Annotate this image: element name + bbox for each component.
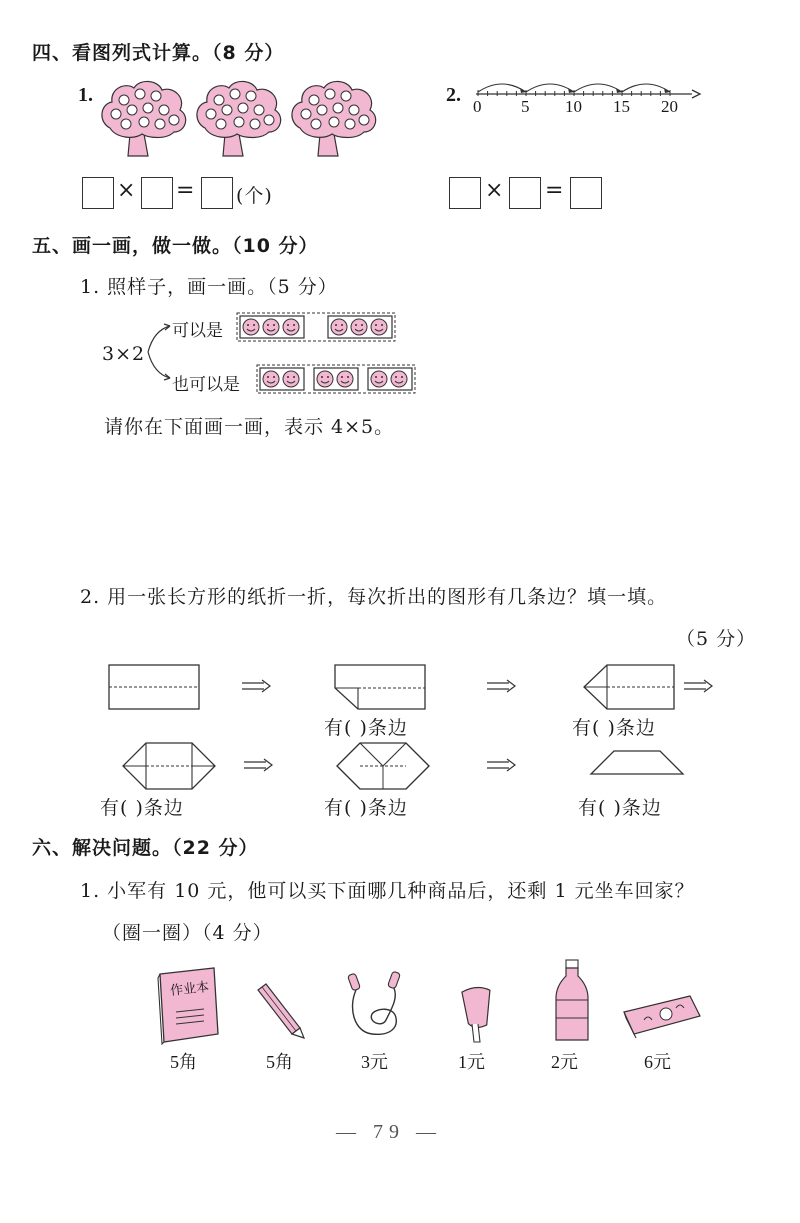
equals-sign: = bbox=[176, 178, 195, 203]
arrow-right-icon bbox=[487, 679, 517, 693]
arrow-right-icon bbox=[684, 679, 714, 693]
paper-fold-5 bbox=[590, 750, 684, 776]
edge-count-blank[interactable]: 有( )条边 bbox=[578, 797, 662, 819]
q5-2-prompt: 2. 用一张长方形的纸折一折，每次折出的图形有几条边？填一填。 bbox=[80, 586, 668, 608]
price-label: 1元 bbox=[458, 1052, 485, 1072]
arrow-right-icon bbox=[244, 758, 274, 772]
price-label: 5角 bbox=[170, 1052, 197, 1072]
pencil-case-icon bbox=[618, 992, 704, 1040]
option-a-label: 可以是 bbox=[172, 321, 223, 341]
arrow-right-icon bbox=[242, 679, 272, 693]
tick-label: 10 bbox=[565, 97, 582, 116]
edge-count-blank[interactable]: 有( )条边 bbox=[100, 797, 184, 819]
q6-1-instruction: （圈一圈）（4 分） bbox=[102, 922, 273, 944]
grouping-example-a bbox=[236, 312, 396, 342]
tick-label: 0 bbox=[473, 97, 482, 116]
paper-rectangle bbox=[108, 664, 200, 710]
answer-box[interactable] bbox=[449, 177, 481, 209]
page-number: — 79 — bbox=[336, 1121, 442, 1143]
section5-title: 五、画一画，做一做。（10 分） bbox=[32, 235, 319, 257]
branch-arrows bbox=[146, 320, 172, 384]
times-sign: × bbox=[117, 178, 136, 203]
price-label: 3元 bbox=[361, 1052, 388, 1072]
q5-2-score: （5 分） bbox=[676, 628, 757, 650]
paper-fold-1 bbox=[334, 664, 426, 710]
notebook-label: 作业本 bbox=[169, 979, 210, 999]
answer-box[interactable] bbox=[201, 177, 233, 209]
arrow-right-icon bbox=[487, 758, 517, 772]
q1-label: 1. bbox=[78, 84, 93, 106]
answer-box[interactable] bbox=[141, 177, 173, 209]
paper-fold-3 bbox=[122, 742, 216, 790]
paper-fold-4 bbox=[336, 742, 430, 790]
section6-title: 六、解决问题。（22 分） bbox=[32, 837, 259, 859]
jump-rope-icon bbox=[346, 968, 406, 1044]
q5-1-prompt: 1. 照样子，画一画。（5 分） bbox=[80, 276, 338, 298]
tick-label: 20 bbox=[661, 97, 678, 116]
answer-box[interactable] bbox=[82, 177, 114, 209]
popsicle-icon bbox=[458, 986, 498, 1044]
q6-1-prompt: 1. 小军有 10 元，他可以买下面哪几种商品后，还剩 1 元坐车回家？ bbox=[80, 880, 695, 902]
edge-count-blank[interactable]: 有( )条边 bbox=[324, 797, 408, 819]
answer-box[interactable] bbox=[570, 177, 602, 209]
edge-count-blank[interactable]: 有( )条边 bbox=[572, 717, 656, 739]
tick-label: 15 bbox=[613, 97, 630, 116]
example-expression: 3×2 bbox=[102, 343, 146, 365]
answer-box[interactable] bbox=[509, 177, 541, 209]
price-label: 6元 bbox=[644, 1052, 671, 1072]
option-b-label: 也可以是 bbox=[172, 375, 240, 395]
paper-fold-2 bbox=[583, 664, 675, 710]
unit-label: (个) bbox=[236, 185, 273, 207]
draw-instruction: 请你在下面画一画，表示 4×5。 bbox=[104, 416, 395, 438]
drawing-area[interactable] bbox=[100, 450, 700, 560]
times-sign: × bbox=[485, 178, 504, 203]
price-label: 5角 bbox=[266, 1052, 293, 1072]
edge-count-blank[interactable]: 有( )条边 bbox=[324, 717, 408, 739]
bottle-icon bbox=[552, 958, 592, 1044]
tick-label: 5 bbox=[521, 97, 530, 116]
pencil-icon bbox=[254, 982, 306, 1040]
price-label: 2元 bbox=[551, 1052, 578, 1072]
q2-label: 2. bbox=[446, 84, 461, 106]
grouping-example-b bbox=[256, 364, 416, 394]
section4-title: 四、看图列式计算。（8 分） bbox=[32, 42, 285, 64]
number-line-ticks bbox=[470, 97, 700, 117]
apple-trees-illustration bbox=[100, 76, 390, 160]
equals-sign: = bbox=[545, 178, 564, 203]
